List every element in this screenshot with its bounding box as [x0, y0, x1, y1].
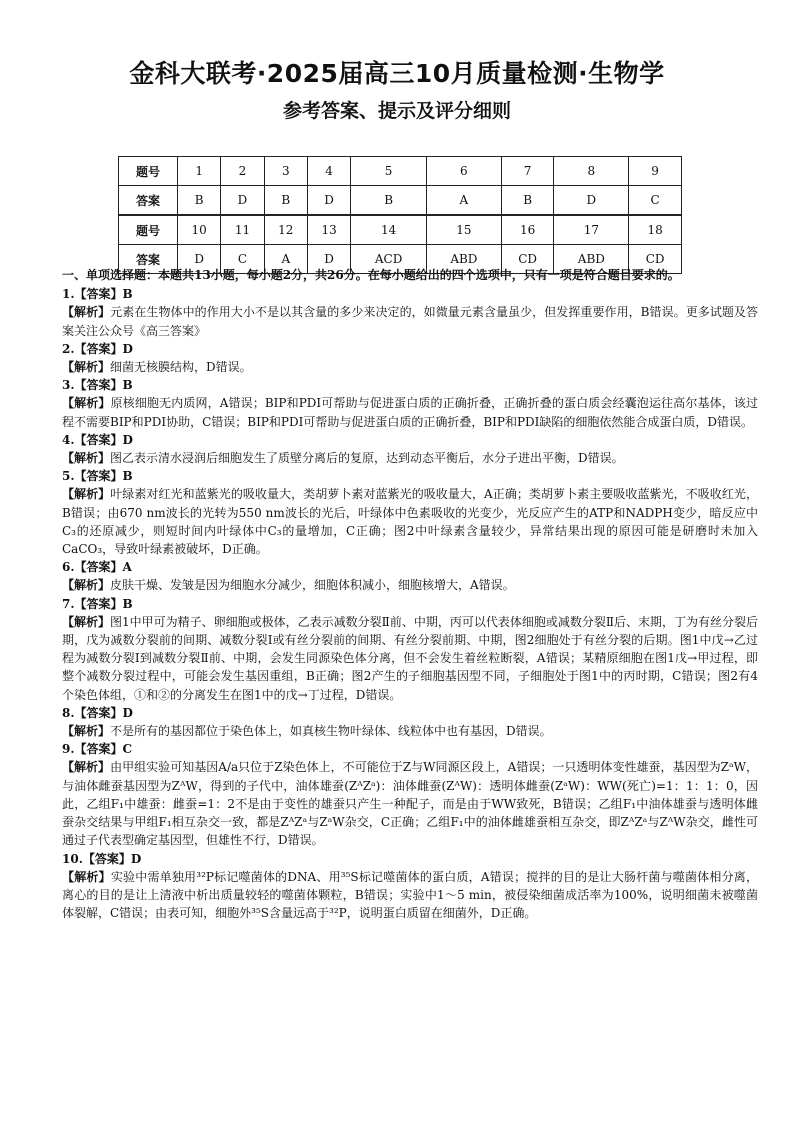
question-number-cell: 5	[351, 157, 427, 186]
answer-label: 【答案】	[82, 851, 131, 866]
analysis-paragraph	[62, 358, 758, 376]
answer-value: D	[122, 705, 133, 720]
analysis-text: 叶绿素对红光和蓝紫光的吸收量大，类胡萝卜素对蓝紫光的吸收量大，A正确；类胡萝卜素主要吸收蓝紫光，不吸收红光，B错误；由670 nm波长的光转为550 nm波长的光后，叶绿体中色素吸收的光变少，光反应产生的ATP和NADPH变少，暗反应中C₃的还原减少，则短时间内叶绿体中C₃的量增加，C正确；图2中叶绿素含量较少，异常结果出现的原因可能是研磨时未加入CaCO₃，导致叶绿素被破坏，D正确。	[62, 487, 758, 557]
question-number-cell: 18	[629, 215, 682, 245]
answer-cell: D	[307, 186, 350, 216]
answer-value: B	[122, 596, 133, 611]
question-number-cell: 8	[554, 157, 629, 186]
answer-cell: B	[351, 186, 427, 216]
analysis-label: 【解析】	[62, 578, 111, 593]
question-number-cell: 6	[426, 157, 501, 186]
answer-value: D	[122, 432, 133, 447]
answer-cell: C	[221, 245, 264, 274]
question-number-cell: 12	[264, 215, 307, 245]
analysis-text: 原核细胞无内质网，A错误；BIP和PDI可帮助与促进蛋白质的正确折叠，正确折叠的蛋白质会经囊泡运往高尔基体，该过程不需要BIP和PDI协助，C错误；BIP和PDI可帮助与促进蛋白质的正确折叠，BIP和PDI缺陷的细胞依然能合成蛋白质，D错误。	[62, 396, 758, 429]
analysis-paragraph	[62, 576, 758, 594]
analysis-paragraph	[62, 722, 758, 740]
row-label: 答案	[119, 245, 178, 274]
question-answer-line	[62, 376, 758, 394]
answer-value: D	[130, 851, 142, 866]
answer-cell: D	[221, 186, 264, 216]
answer-label: 【答案】	[74, 596, 123, 611]
question-number-cell: 11	[221, 215, 264, 245]
analysis-label: 【解析】	[62, 360, 111, 375]
analysis-paragraph	[62, 868, 758, 923]
question-list	[62, 285, 758, 922]
question-number: 2.	[62, 341, 75, 356]
question-number-row	[119, 157, 682, 186]
question-number-row	[119, 215, 682, 245]
question-number: 10.	[62, 851, 83, 866]
answer-label: 【答案】	[74, 560, 123, 575]
analysis-label: 【解析】	[62, 396, 111, 411]
answer-label: 【答案】	[74, 378, 123, 393]
answer-cell: ACD	[351, 245, 427, 274]
answer-cell: B	[264, 186, 307, 216]
analysis-label: 【解析】	[62, 305, 111, 320]
answer-value: B	[122, 287, 133, 302]
question-answer-line	[62, 850, 758, 868]
answer-value: B	[122, 469, 133, 484]
question-number-cell: 7	[501, 157, 554, 186]
answer-cell: D	[554, 186, 629, 216]
analysis-text: 不是所有的基因都位于染色体上，如真核生物叶绿体、线粒体中也有基因，D错误。	[110, 724, 552, 739]
analysis-label: 【解析】	[62, 487, 111, 502]
analysis-text: 图1中甲可为精子、卵细胞或极体，乙表示减数分裂Ⅱ前、中期，丙可以代表体细胞或减数分裂Ⅱ后、末期，丁为有丝分裂后期，戊为减数分裂前的间期、减数分裂Ⅰ或有丝分裂前的间期、有丝分裂前期、中期，图2细胞处于有丝分裂的后期。图1中戊→乙过程为减数分裂Ⅰ到减数分裂Ⅱ前、中期，会发生同源染色体分离，但不会发生着丝粒断裂，A错误；某精原细胞在图1戊→甲过程，即整个减数分裂过程中，可能会发生基因重组，B正确；图2产生的子细胞基因型不同，子细胞处于图1中的丙时期，C错误；图2有4个染色体组，①和②的分离发生在图1中的戊→丁过程，D错误。	[62, 614, 758, 702]
row-label: 题号	[119, 157, 178, 186]
question-number: 5.	[62, 469, 75, 484]
answer-cell: D	[307, 245, 350, 274]
answer-cell: D	[178, 245, 221, 274]
question-answer-line	[62, 285, 758, 303]
analysis-label: 【解析】	[62, 760, 111, 775]
analysis-text: 皮肤干燥、发皱是因为细胞水分减少，细胞体积减小，细胞核增大，A错误。	[110, 578, 515, 593]
page-title: 金科大联考·2025届高三10月质量检测·生物学	[129, 59, 665, 88]
question-number-cell: 16	[501, 215, 554, 245]
answer-label: 【答案】	[74, 469, 123, 484]
question-number-cell: 2	[221, 157, 264, 186]
analysis-text: 细菌无核膜结构，D错误。	[110, 360, 252, 375]
answer-value: B	[122, 378, 133, 393]
answer-row	[119, 186, 682, 216]
analysis-label: 【解析】	[62, 614, 111, 629]
question-answer-line	[62, 558, 758, 576]
analysis-text: 实验中需单独用³²P标记噬菌体的DNA、用³⁵S标记噬菌体的蛋白质，A错误；搅拌的目的是让大肠杆菌与噬菌体相分离，离心的目的是让上清液中析出质量较轻的噬菌体颗粒，B错误；实验中1～5 min，被侵染细菌成活率为100%，说明细菌未被噬菌体裂解，C错误；由表可知，细胞外³⁵S含量远高于³²P，说明蛋白质留在细菌外，D正确。	[62, 869, 758, 921]
analysis-text: 图乙表示清水浸润后细胞发生了质壁分离后的复原，达到动态平衡后，水分子进出平衡，D错误。	[110, 451, 624, 466]
answer-cell: CD	[501, 245, 554, 274]
analysis-paragraph	[62, 303, 758, 339]
question-answer-line	[62, 467, 758, 485]
question-number: 8.	[62, 705, 75, 720]
question-number-cell: 10	[178, 215, 221, 245]
question-number-cell: 13	[307, 215, 350, 245]
answer-cell: B	[178, 186, 221, 216]
question-number: 4.	[62, 432, 75, 447]
question-answer-line	[62, 740, 758, 758]
question-number-cell: 14	[351, 215, 427, 245]
answer-label: 【答案】	[74, 341, 123, 356]
question-answer-line	[62, 431, 758, 449]
question-number: 3.	[62, 378, 75, 393]
question-number-cell: 15	[426, 215, 501, 245]
answer-value: D	[122, 341, 133, 356]
analysis-paragraph	[62, 485, 758, 558]
question-number: 1.	[62, 287, 75, 302]
answer-cell: ABD	[426, 245, 501, 274]
page-subtitle: 参考答案、提示及评分细则	[282, 100, 511, 122]
section-title: 一、单项选择题：本题共13小题，每小题2分，共26分。在每小题给出的四个选项中，只有一项是符合题目要求的。	[62, 268, 680, 282]
analysis-paragraph	[62, 449, 758, 467]
answer-cell: A	[264, 245, 307, 274]
question-number-cell: 17	[554, 215, 629, 245]
question-number-cell: 1	[178, 157, 221, 186]
answer-label: 【答案】	[74, 432, 123, 447]
question-number: 9.	[62, 742, 75, 757]
question-number-cell: 4	[307, 157, 350, 186]
analysis-text: 由甲组实验可知基因A/a只位于Z染色体上，不可能位于Z与W同源区段上，A错误；一只透明体变性雄蚕，基因型为ZᵃW，与油体雌蚕基因型为ZᴬW，得到的子代中，油体雄蚕(ZᴬZᵃ)：油体雌蚕(ZᴬW)：透明体雌蚕(ZᵃW)：WW(死亡)=1：1：1：0，因此，乙组F₁中雄蚕：雌蚕=1：2不是由于变性的雄蚕只产生一种配子，而是由于WW致死，B错误；乙组F₁中油体雄蚕与透明体雌蚕杂交结果与甲组F₁相互杂交一致，都是ZᴬZᵃ与ZᵃW杂交，C正确；乙组F₁中的油体雌雄蚕相互杂交，即ZᴬZᵃ与ZᴬW杂交，雌性可通过子代表型确定基因型，但雄性不行，D错误。	[62, 760, 758, 848]
analysis-text: 元素在生物体中的作用大小不是以其含量的多少来决定的，如微量元素含量虽少，但发挥重要作用，B错误。更多试题及答案关注公众号《高三答案》	[62, 305, 758, 338]
analysis-paragraph	[62, 394, 758, 430]
analysis-label: 【解析】	[62, 451, 111, 466]
analysis-paragraph	[62, 613, 758, 704]
question-answer-line	[62, 704, 758, 722]
answer-cell: ABD	[554, 245, 629, 274]
row-label: 题号	[119, 215, 178, 245]
question-number: 7.	[62, 596, 75, 611]
question-number-cell: 9	[629, 157, 682, 186]
answer-value: A	[122, 560, 132, 575]
question-number: 6.	[62, 560, 75, 575]
explanations	[62, 266, 758, 922]
analysis-label: 【解析】	[62, 724, 111, 739]
answer-value: C	[122, 742, 133, 757]
answer-label: 【答案】	[74, 287, 123, 302]
analysis-label: 【解析】	[62, 869, 111, 884]
question-answer-line	[62, 595, 758, 613]
answer-cell: CD	[629, 245, 682, 274]
question-answer-line	[62, 340, 758, 358]
answer-label: 【答案】	[74, 705, 123, 720]
answer-table	[118, 156, 682, 274]
answer-cell: C	[629, 186, 682, 216]
answer-cell: A	[426, 186, 501, 216]
question-number-cell: 3	[264, 157, 307, 186]
row-label: 答案	[119, 186, 178, 216]
answer-cell: B	[501, 186, 554, 216]
analysis-paragraph	[62, 758, 758, 849]
answer-label: 【答案】	[74, 742, 123, 757]
